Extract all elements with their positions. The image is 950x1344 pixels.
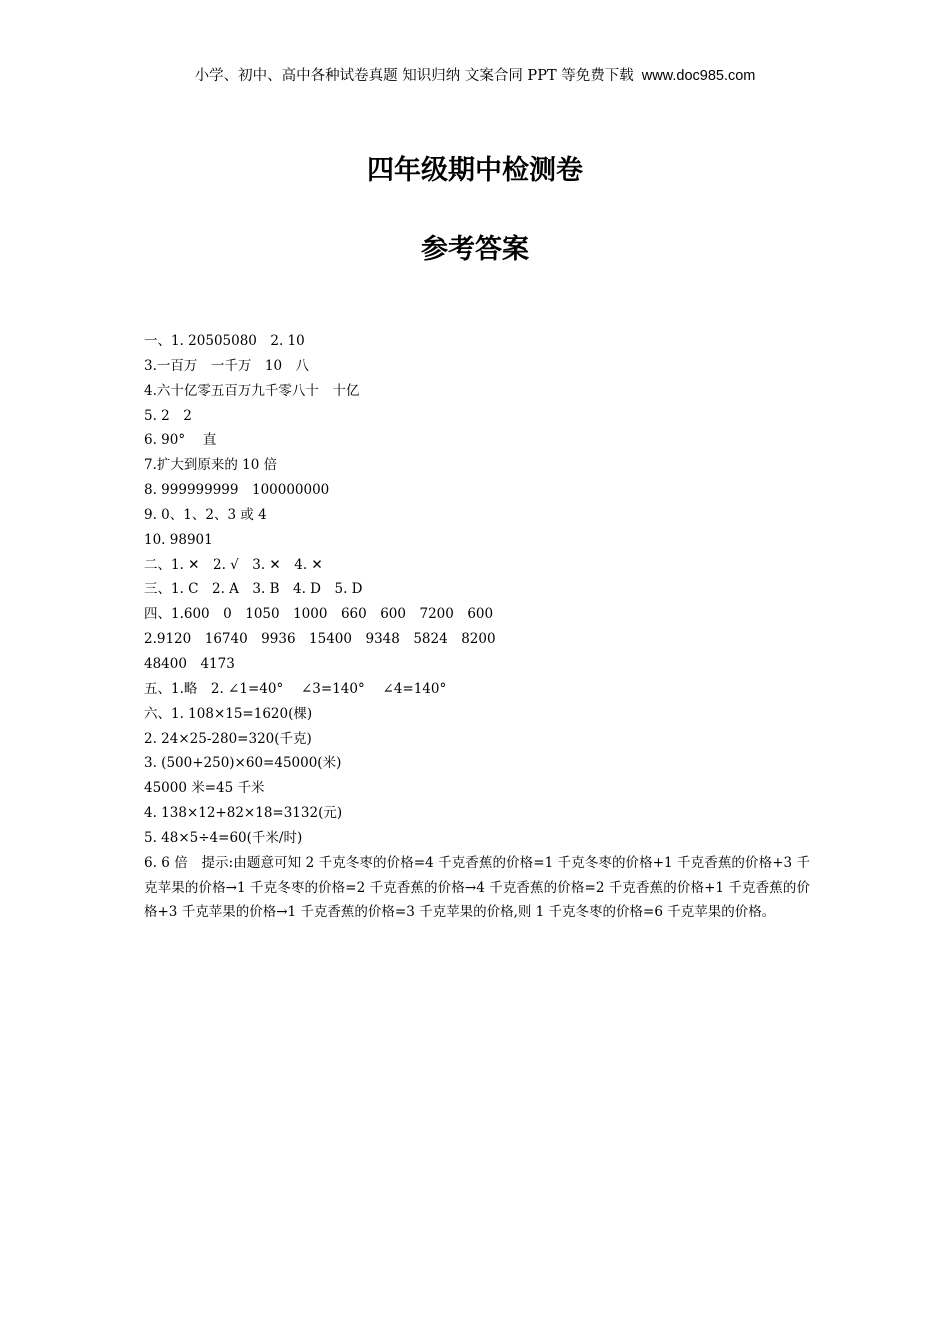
answer-line: 7.扩大到原来的 10 倍 xyxy=(144,457,278,474)
answer-list xyxy=(144,329,810,925)
answer-line: 2. 24×25-280=320(千克) xyxy=(144,730,312,747)
answer-line: 五、1.略 2. ∠1=40° ∠3=140° ∠4=140° xyxy=(144,680,447,697)
answer-line: 8. 999999999 100000000 xyxy=(144,482,330,499)
answer-line: 2.9120 16740 9936 15400 9348 5824 8200 xyxy=(144,631,496,648)
answer-line: 5. 2 2 xyxy=(144,407,192,424)
answer-line: 5. 48×5÷4=60(千米/时) xyxy=(144,829,303,846)
answer-line: 45000 米=45 千米 xyxy=(144,780,265,797)
header-url: www.doc985.com xyxy=(641,68,756,84)
page-header xyxy=(0,66,950,86)
answer-line: 四、1.600 0 1050 1000 660 600 7200 600 xyxy=(144,606,494,623)
answer-line: 48400 4173 xyxy=(144,655,235,672)
document-title: 四年级期中检测卷 xyxy=(367,155,583,186)
answer-line: 4. 138×12+82×18=3132(元) xyxy=(144,805,343,822)
answer-line: 10. 98901 xyxy=(144,531,213,548)
answer-line: 二、1. ✕ 2. √ 3. ✕ 4. ✕ xyxy=(144,556,323,573)
answer-line: 3. (500+250)×60=45000(米) xyxy=(144,755,342,772)
answer-line: 3.一百万 一千万 10 八 xyxy=(144,357,310,374)
answer-line: 6. 90° 直 xyxy=(144,432,217,449)
header-text: 小学、初中、高中各种试卷真题 知识归纳 文案合同 PPT 等免费下载 xyxy=(194,68,634,84)
document-subtitle: 参考答案 xyxy=(421,234,529,265)
answer-line: 9. 0、1、2、3 或 4 xyxy=(144,506,267,523)
answer-hint-paragraph: 6. 6 倍 提示:由题意可知 2 千克冬枣的价格=4 千克香蕉的价格=1 千克冬枣的价格+1 千克香蕉的价格+3 千克苹果的价格→1 千克冬枣的价格=2 千克香蕉的价格→4 千克香蕉的价格=2 千克香蕉的价格+1 千克香蕉的价格+3 千克苹果的价格→1 千克香蕉的价格=3 千克苹果的价格,则 1 千克冬枣的价格=6 千克苹果的价格。 xyxy=(144,854,810,921)
answer-line: 六、1. 108×15=1620(棵) xyxy=(144,705,313,722)
answer-line: 三、1. C 2. A 3. B 4. D 5. D xyxy=(144,581,363,598)
answer-line: 一、1. 20505080 2. 10 xyxy=(144,333,305,349)
answer-line: 4.六十亿零五百万九千零八十 十亿 xyxy=(144,382,360,399)
